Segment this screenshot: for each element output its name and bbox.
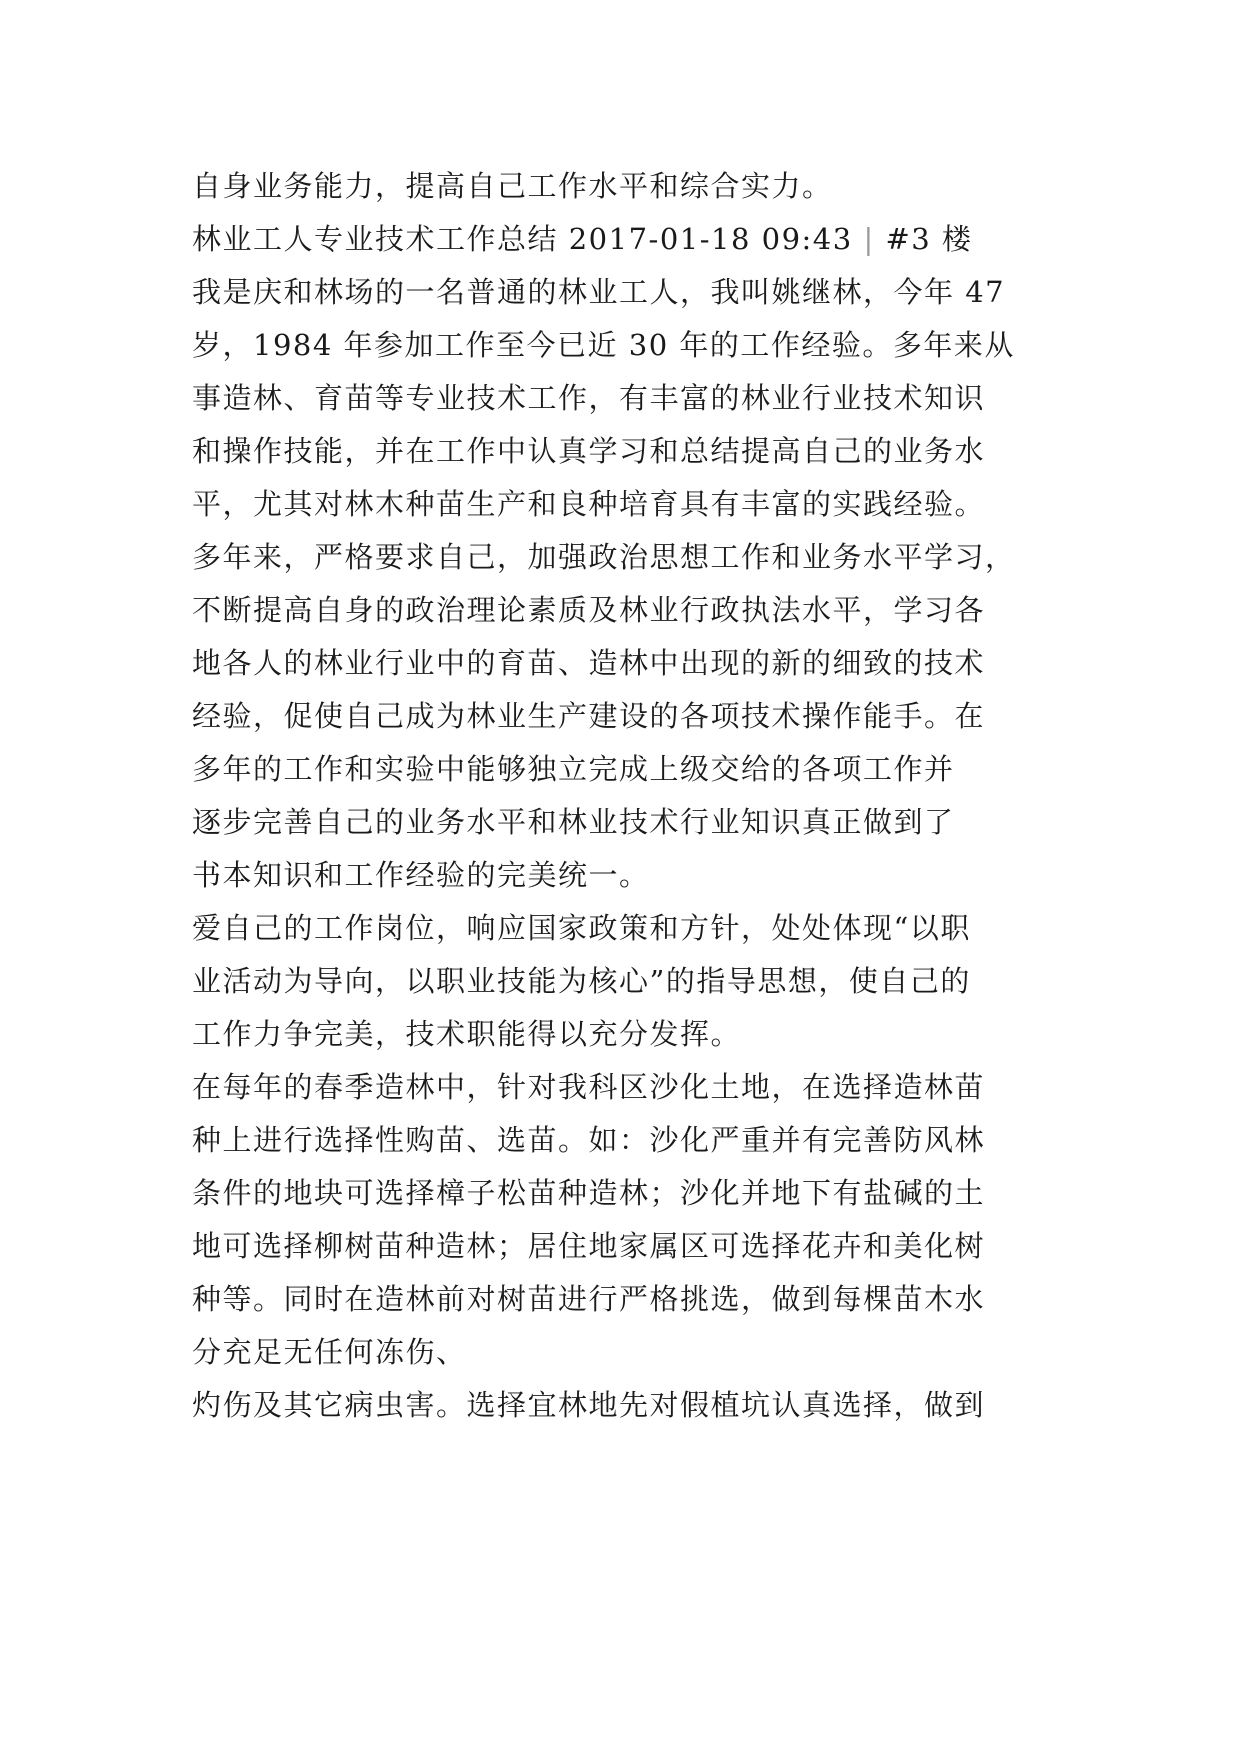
text-line: 爱自己的工作岗位，响应国家政策和方针，处处体现“以职 (192, 911, 971, 945)
text-line: 不断提高自身的政治理论素质及林业行政执法水平，学习各 (192, 593, 986, 627)
text-line: 我是庆和林场的一名普通的林业工人，我叫姚继林，今年 47 (192, 275, 1006, 309)
text-line: 平，尤其对林木种苗生产和良种培育具有丰富的实践经验。 (192, 487, 986, 521)
text-line: 工作力争完美，技术职能得以充分发挥。 (192, 1017, 742, 1051)
text-line: 在每年的春季造林中，针对我科区沙化土地，在选择造林苗 (192, 1070, 986, 1104)
text-line: 经验，促使自己成为林业生产建设的各项技术操作能手。在 (192, 699, 986, 733)
text-line: 灼伤及其它病虫害。选择宜林地先对假植坑认真选择，做到 (192, 1388, 986, 1422)
heading-separator: | (863, 222, 875, 256)
text-line: 种上进行选择性购苗、选苗。如：沙化严重并有完善防风林 (192, 1123, 986, 1157)
post-title: 林业工人专业技术工作总结 2017-01-18 09:43 (192, 222, 853, 256)
text-line: 分充足无任何冻伤、 (192, 1335, 467, 1369)
text-line: 种等。同时在造林前对树苗进行严格挑选，做到每棵苗木水 (192, 1282, 986, 1316)
text-line: 多年的工作和实验中能够独立完成上级交给的各项工作并 (192, 752, 955, 786)
floor-number: #3 楼 (885, 222, 973, 256)
text-line: 事造林、育苗等专业技术工作，有丰富的林业行业技术知识 (192, 381, 986, 415)
text-line: 业活动为导向，以职业技能为核心”的指导思想，使自己的 (192, 964, 971, 998)
text-line: 地可选择柳树苗种造林；居住地家属区可选择花卉和美化树 (192, 1229, 986, 1263)
text-line: 条件的地块可选择樟子松苗种造林；沙化并地下有盐碱的土 (192, 1176, 986, 1210)
text-line: 自身业务能力，提高自己工作水平和综合实力。 (192, 169, 833, 203)
text-line: 书本知识和工作经验的完美统一。 (192, 858, 650, 892)
text-line: 地各人的林业行业中的育苗、造林中出现的新的细致的技术 (192, 646, 986, 680)
text-line: 多年来，严格要求自己，加强政治思想工作和业务水平学习， (192, 540, 1016, 574)
post-heading (192, 219, 1072, 259)
text-line: 岁，1984 年参加工作至今已近 30 年的工作经验。多年来从 (192, 328, 1015, 362)
text-line: 逐步完善自己的业务水平和林业技术行业知识真正做到了 (192, 805, 955, 839)
text-line: 和操作技能，并在工作中认真学习和总结提高自己的业务水 (192, 434, 986, 468)
